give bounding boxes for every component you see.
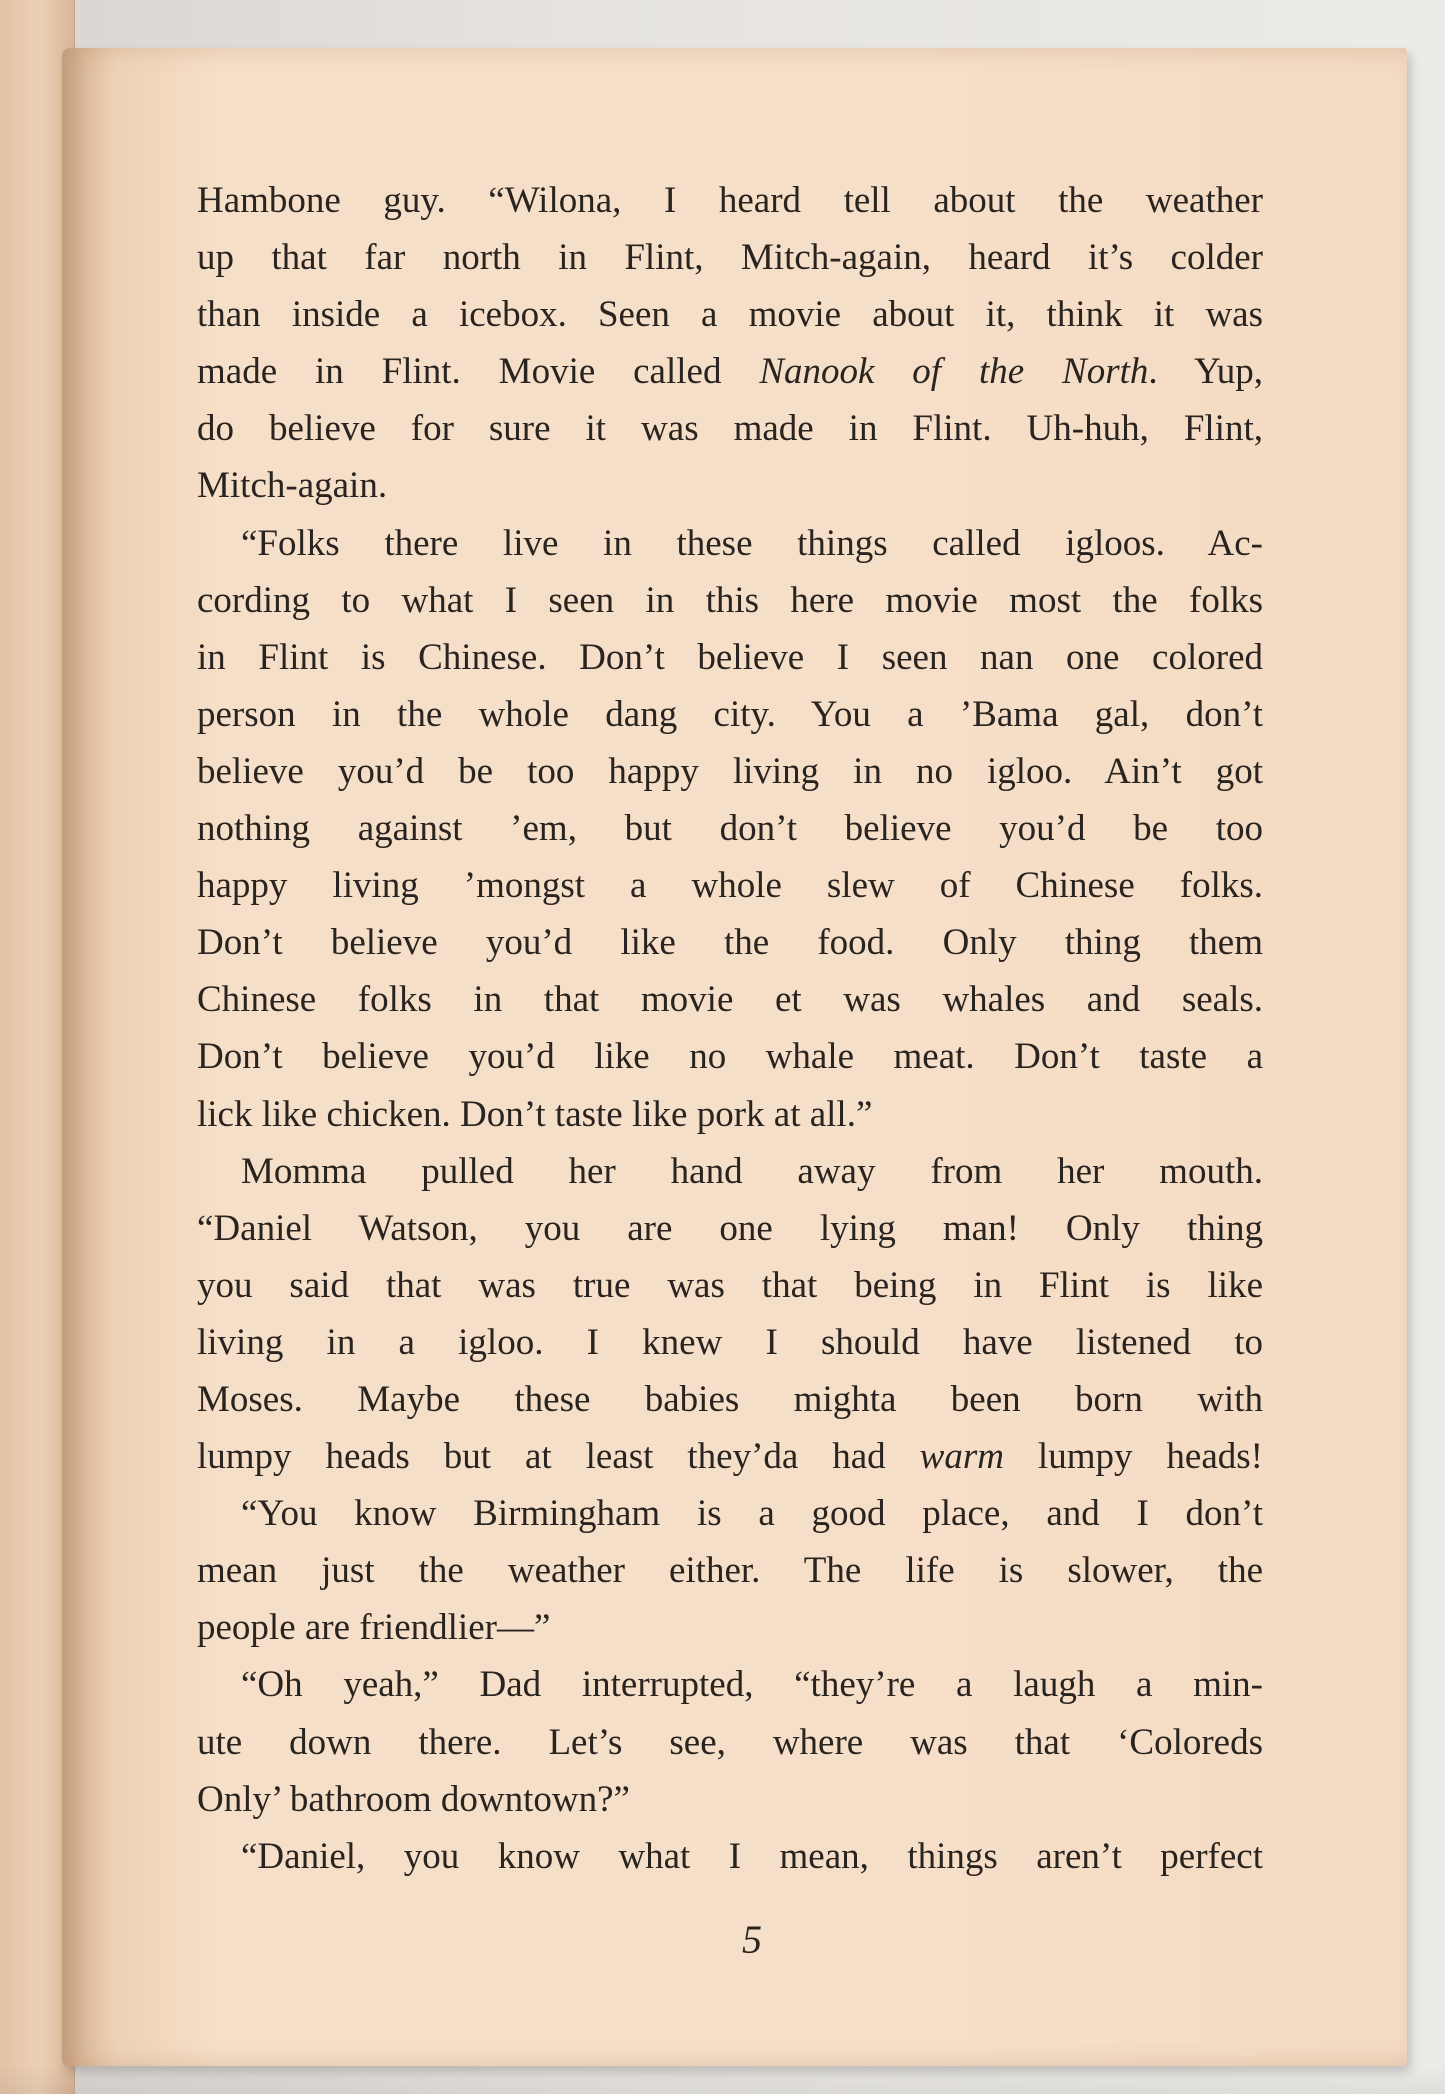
emphasized-text: warm	[919, 1436, 1004, 1478]
text-line: ute down there. Let’s see, where was that ‘Coloreds	[197, 1721, 1263, 1763]
text-line: you said that was true was that being in Flint is like	[197, 1264, 1263, 1306]
text-line: people are friendlier—”	[197, 1607, 551, 1649]
text-line: “Folks there live in these things called igloos. Ac-	[241, 522, 1263, 564]
text-line: in Flint is Chinese. Don’t believe I seen nan one colored	[197, 636, 1263, 678]
text-line: “Daniel Watson, you are one lying man! Only thing	[197, 1207, 1263, 1249]
text-line: believe you’d be too happy living in no igloo. Ain’t got	[197, 750, 1263, 792]
text-line: Chinese folks in that movie et was whales and seals.	[197, 979, 1263, 1021]
text-line: Hambone guy. “Wilona, I heard tell about the weather	[197, 180, 1263, 221]
text-line: happy living ’mongst a whole slew of Chinese folks.	[197, 865, 1263, 907]
emphasized-text: Nanook of the North	[759, 351, 1149, 393]
text-line: Don’t believe you’d like the food. Only thing them	[197, 922, 1263, 964]
page-number: 5	[742, 1917, 762, 1962]
text-line: than inside a icebox. Seen a movie about it, think it was	[197, 294, 1263, 336]
page-body-text	[197, 172, 1263, 1885]
table-surface-shadow	[0, 2064, 1445, 2094]
text-line: Momma pulled her hand away from her mouth.	[241, 1150, 1263, 1192]
text-line: Mitch-again.	[197, 465, 388, 507]
text-line: do believe for sure it was made in Flint. Uh-huh, Flint,	[197, 408, 1263, 450]
text-line: nothing against ’em, but don’t believe you’d be too	[197, 808, 1263, 850]
text-line: cording to what I seen in this here movie most the folks	[197, 579, 1263, 621]
text-line: Don’t believe you’d like no whale meat. Don’t taste a	[197, 1036, 1263, 1078]
text-line: “Oh yeah,” Dad interrupted, “they’re a laugh a min-	[241, 1664, 1263, 1706]
text-line: mean just the weather either. The life is slower, the	[197, 1550, 1263, 1592]
text-line: made in Flint. Movie called Nanook of the North. Yup,	[197, 351, 1264, 393]
text-line: up that far north in Flint, Mitch-again, heard it’s colder	[197, 237, 1263, 279]
text-line: person in the whole dang city. You a ’Bama gal, don’t	[197, 693, 1263, 735]
text-line: lumpy heads but at least they’da had warm lumpy heads!	[197, 1436, 1263, 1478]
text-line: “You know Birmingham is a good place, and I don’t	[241, 1493, 1263, 1535]
text-line: living in a igloo. I knew I should have listened to	[197, 1321, 1263, 1363]
text-line: lick like chicken. Don’t taste like pork at all.”	[197, 1093, 873, 1135]
text-line: “Daniel, you know what I mean, things aren’t perfect	[241, 1835, 1263, 1877]
text-line: Only’ bathroom downtown?”	[197, 1778, 630, 1820]
text-line: Moses. Maybe these babies mighta been born with	[197, 1378, 1263, 1420]
